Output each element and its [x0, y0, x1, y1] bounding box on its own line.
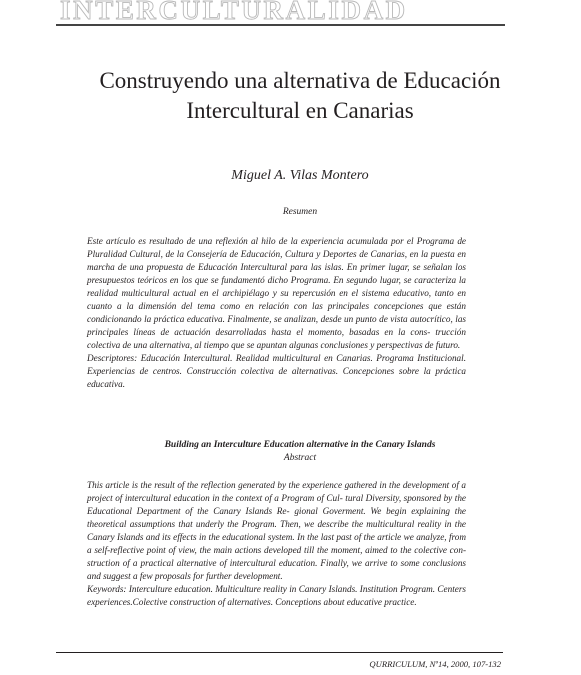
abstract-line: conclusions and suggest a few proposals for further development. [87, 558, 467, 581]
abstract-block [87, 479, 466, 609]
abstract-line: tural Diversity, sponsored by the Educational Department of the Canary Islands Re- [87, 493, 466, 516]
abstract-line: development of a project of intercultural education in the context of a Program of Cul- [87, 480, 467, 503]
resumen-line: Programa de Pluralidad Cultural, de la Consejería de Educación, Cultura y Deportes de [87, 236, 467, 259]
abstract-line: in the educational system. In the last past of the article we analyze, from a self-reflective [87, 532, 466, 555]
resumen-line: Canarias, en la puesta en marcha de una propuesta de Educación Intercultural para las [87, 249, 467, 272]
resumen-line: dicho Programa. En segundo lugar, se caracteriza la realidad multicultural actual en el [87, 275, 467, 298]
keywords-line: educative practice. [346, 597, 417, 607]
footer-rule [56, 652, 503, 653]
keywords-line: Program. Centers experiences.Colective construction of alternatives. Conceptions about [87, 584, 467, 607]
abstract-line: point of view, the main actions developed till the moment, aimed to the colective con- [146, 545, 466, 555]
resumen-line: práctica educativa. Finalmente, se analizan, desde un punto de vista autocrítico, las [153, 314, 466, 324]
descriptores-line: Institucional. Experiencias de centros. Construcción colectiva de alternativas. [87, 353, 466, 376]
descriptores-paragraph [87, 352, 466, 391]
descriptores-line: Descriptores: Educación Intercultural. Realidad multicultural en Canarias. Programa [87, 353, 414, 363]
descriptores-line: Concepciones sobre la práctica educativa. [87, 366, 467, 389]
resumen-line: trucción colectiva de una alternativa, al tiempo que se apuntan algunas conclusiones y [87, 327, 466, 350]
journal-citation: QURRICULUM, Nº14, 2000, 107-132 [369, 659, 501, 669]
abstract-line: struction of a practical alternative of intercultural education. Finally, we arrive to some [87, 558, 420, 568]
english-title: Building an Interculture Education alternative in the Canary Islands [164, 440, 436, 450]
resumen-line: tema como en relación con las principales concepciones que están condicionando la [87, 301, 466, 324]
resumen-line: islas. En primer lugar, se señalan los presupuestos teóricos en los que se fundamentó [87, 262, 466, 285]
resumen-block [87, 235, 466, 391]
resumen-line: Este artículo es resultado de una reflexión al hilo de la experiencia acumulada por el [87, 236, 414, 246]
article-title-line-1: Construyendo una alternativa de Educación [99, 68, 501, 93]
resumen-line: principales líneas de actuación desarrolladas hasta el momento, basadas en la cons- [87, 327, 431, 337]
keywords-line: Keywords: Interculture education. Multiculture reality in Canary Islands. Institution [87, 584, 398, 594]
abstract-line: Program. Then, we describe the multicultural reality in the Canary Islands and its effects [87, 519, 466, 542]
section-header: INTERCULTURALIDAD [60, 0, 408, 25]
abstract-label: Abstract [283, 453, 317, 463]
abstract-line: gional Goverment. We begin explaining the theoretical assumptions that underly the [87, 506, 467, 529]
header-rule [56, 24, 505, 26]
resumen-label: Resumen [282, 207, 318, 217]
author-name: Miguel A. Vilas Montero [231, 168, 369, 183]
keywords-paragraph [87, 583, 466, 609]
abstract-line: This article is the result of the reflection generated by the experience gathered in the [87, 480, 401, 490]
resumen-line: perspectivas de futuro. [376, 340, 461, 350]
article-title-line-2: Intercultural en Canarias [186, 98, 414, 123]
resumen-paragraph [87, 235, 466, 352]
abstract-paragraph [87, 479, 466, 583]
resumen-line: archipiélago y su repercusión en el sistema educativo, tanto en cuanto a la dimensión del [87, 288, 467, 311]
section-header-band [0, 0, 581, 26]
